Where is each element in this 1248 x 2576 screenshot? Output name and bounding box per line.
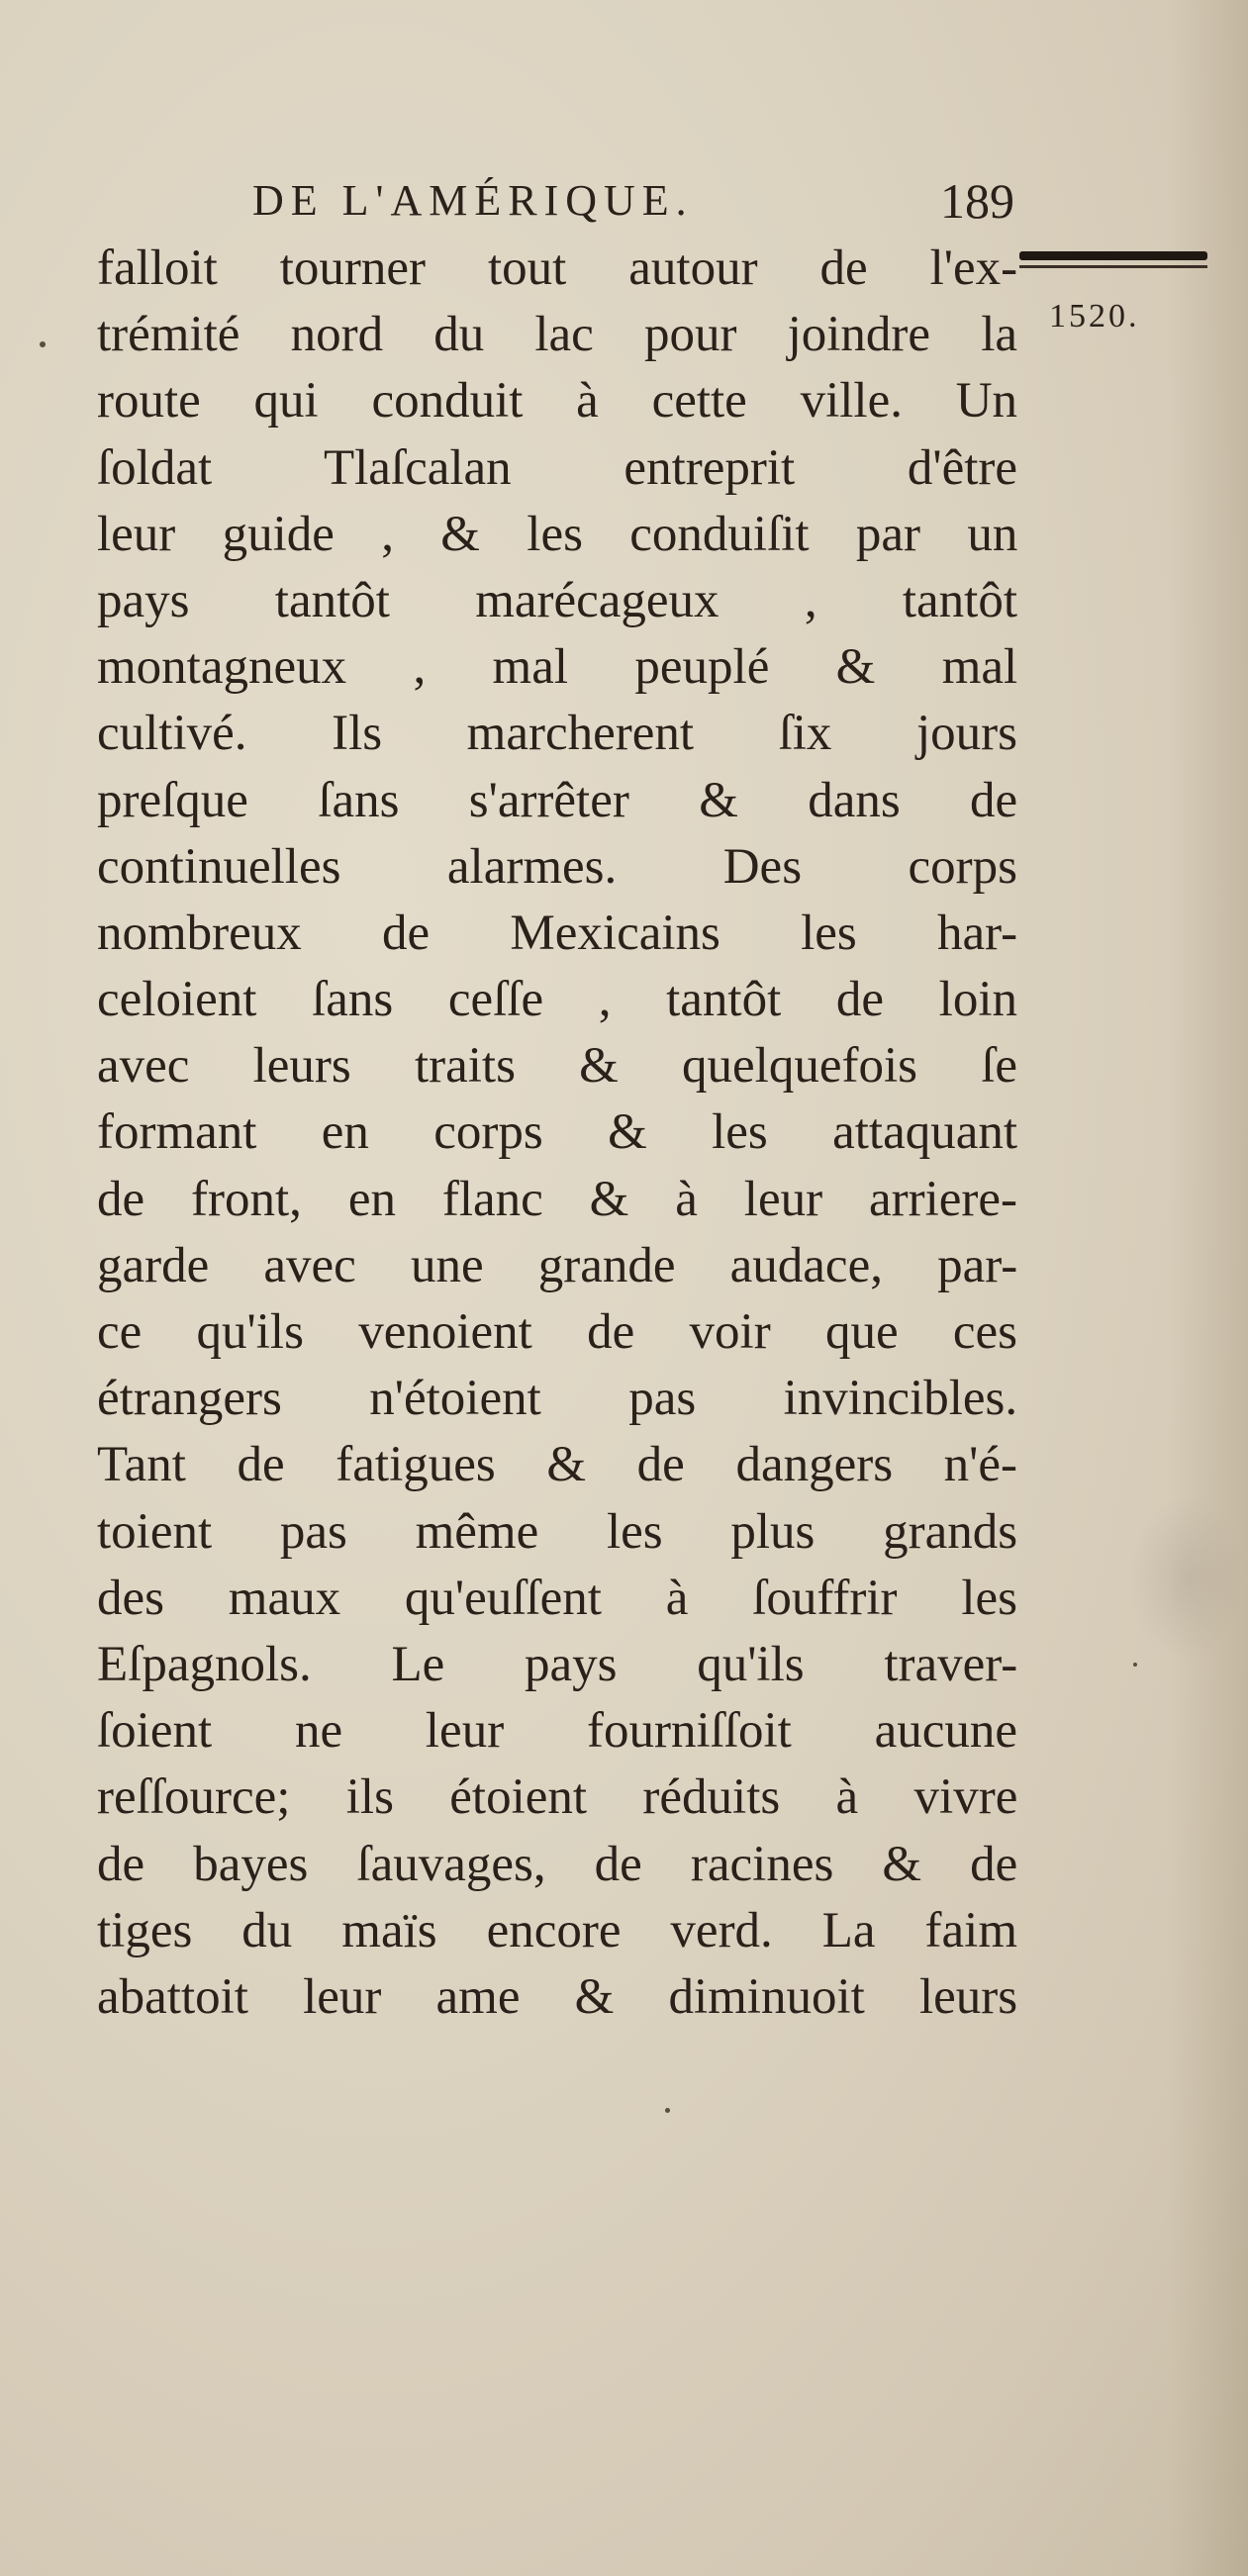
text-line: montagneux , mal peuplé & mal: [97, 639, 1017, 696]
text-line: nombreux de Mexicains les har-: [97, 905, 1017, 961]
text-line: route qui conduit à cette ville. Un: [97, 373, 1017, 429]
page-header: [252, 166, 1014, 236]
text-line: étrangers n'étoient pas invincibles.: [97, 1371, 1017, 1427]
text-line: Eſpagnols. Le pays qu'ils traver-: [97, 1636, 1017, 1692]
paper-speck: [665, 2108, 670, 2113]
text-line: de front, en flanc & à leur arriere-: [97, 1171, 1017, 1227]
page-edge-shadow: [1168, 0, 1248, 2576]
text-line: abattoit leur ame & diminuoit leurs: [97, 1968, 1017, 2025]
text-line: de bayes ſauvages, de racines & de: [97, 1836, 1017, 1892]
text-line: formant en corps & les attaquant: [97, 1104, 1017, 1161]
text-line: leur guide , & les conduiſit par un: [97, 506, 1017, 562]
body-text: [97, 236, 1017, 2031]
text-line: continuelles alarmes. Des corps: [97, 838, 1017, 895]
page-number: 189: [940, 173, 1014, 229]
text-line: ſoient ne leur fourniſſoit aucune: [97, 1703, 1017, 1760]
text-line: ſoldat Tlaſcalan entreprit d'être: [97, 439, 1017, 496]
text-line: celoient ſans ceſſe , tantôt de loin: [97, 972, 1017, 1028]
show-through-stain: [1128, 1494, 1247, 1663]
margin-year: 1520.: [1049, 298, 1140, 334]
text-line: trémité nord du lac pour joindre la: [97, 307, 1017, 363]
paper-speck: [40, 341, 46, 347]
text-line: des maux qu'euſſent à ſouffrir les: [97, 1570, 1017, 1626]
margin-rule-thin: [1019, 265, 1207, 268]
text-line: falloit tourner tout autour de l'ex-: [97, 240, 1017, 296]
text-line: reſſource; ils étoient réduits à vivre: [97, 1769, 1017, 1826]
running-title: DE L'AMÉRIQUE.: [252, 176, 694, 225]
text-line: toient pas même les plus grands: [97, 1503, 1017, 1560]
text-line: tiges du maïs encore verd. La faim: [97, 1902, 1017, 1958]
paper-speck: [1133, 1663, 1137, 1667]
text-line: cultivé. Ils marcherent ſix jours: [97, 706, 1017, 762]
text-line: garde avec une grande audace, par-: [97, 1237, 1017, 1293]
margin-rule: [1019, 251, 1207, 260]
text-line: pays tantôt marécageux , tantôt: [97, 572, 1017, 628]
text-line: Tant de fatigues & de dangers n'é-: [97, 1437, 1017, 1493]
text-line: ce qu'ils venoient de voir que ces: [97, 1304, 1017, 1360]
text-line: avec leurs traits & quelquefois ſe: [97, 1038, 1017, 1095]
text-line: preſque ſans s'arrêter & dans de: [97, 772, 1017, 828]
